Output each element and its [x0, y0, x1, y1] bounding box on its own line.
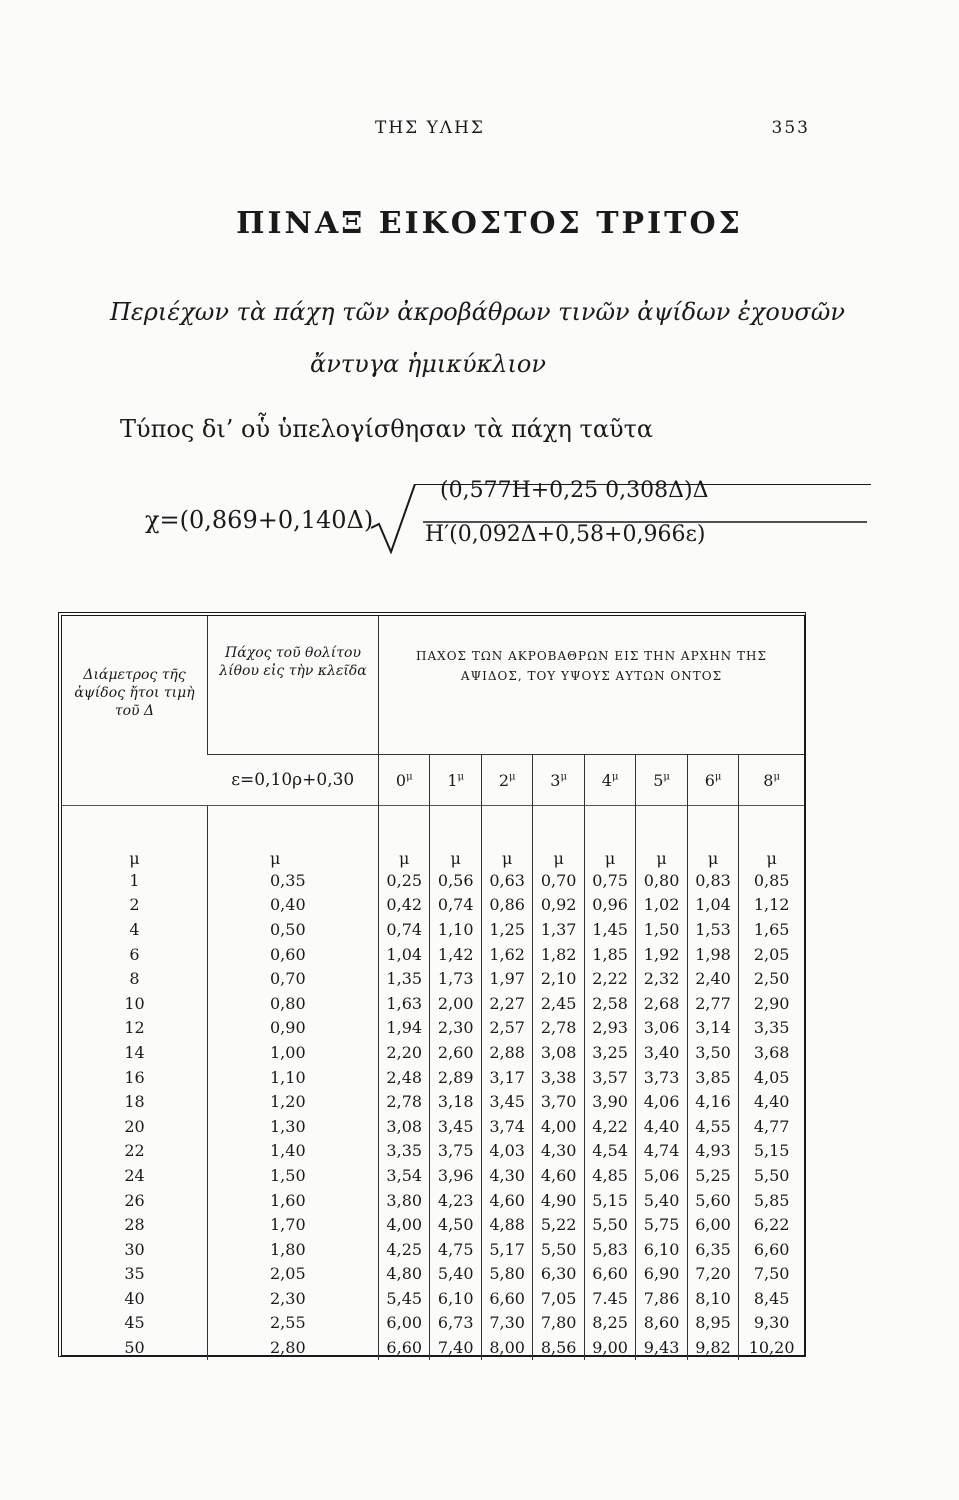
- thickness-cell: 8,45: [739, 1286, 804, 1311]
- thickness-cell: 2,32: [636, 966, 687, 991]
- thickness-cell: 2,20: [379, 1040, 430, 1065]
- diameter-cell: 10: [124, 993, 145, 1013]
- rule-cell: [739, 806, 804, 845]
- thickness-cell: 0,25: [379, 868, 430, 893]
- thickness-cell: 10,20: [739, 1335, 804, 1360]
- thickness-cell: 5,06: [636, 1163, 687, 1188]
- diameter-cell: 1: [129, 870, 140, 890]
- col-header-diameter: [62, 616, 208, 806]
- thickness-cell: 5,15: [739, 1139, 804, 1164]
- formula-lhs: χ=(0,869+0,140Δ): [145, 506, 374, 534]
- rule-cell: [636, 806, 687, 845]
- table-row: [62, 991, 804, 1016]
- thickness-cell: 3,18: [430, 1089, 481, 1114]
- thickness-cell: 4,40: [636, 1114, 687, 1139]
- thickness-cell: 4,55: [687, 1114, 738, 1139]
- header-rule-row: [62, 806, 804, 845]
- thickness-cell: 0,56: [430, 868, 481, 893]
- thickness-cell: 1,02: [636, 893, 687, 918]
- keystone-cell: 2,80: [208, 1335, 379, 1360]
- height-unit: μ: [773, 771, 780, 783]
- keystone-cell: 0,35: [208, 868, 379, 893]
- keystone-cell: 0,90: [208, 1016, 379, 1041]
- thickness-cell: 6,22: [739, 1212, 804, 1237]
- thickness-cell: 4,90: [533, 1188, 584, 1213]
- diameter-cell: 2: [129, 895, 140, 915]
- col-header-diameter-line: Διάμετρος τῆς: [83, 667, 186, 683]
- thickness-cell: 5,22: [533, 1212, 584, 1237]
- keystone-cell: 2,55: [208, 1311, 379, 1336]
- thickness-cell: 5,50: [584, 1212, 635, 1237]
- subtitle-line-2: ἄντυγα ἡμικύκλιον: [310, 350, 546, 378]
- height-value: 3: [550, 770, 561, 790]
- thickness-cell: 2,30: [430, 1016, 481, 1041]
- thickness-cell: 4,16: [687, 1089, 738, 1114]
- thickness-cell: 2,88: [481, 1040, 532, 1065]
- thickness-cell: 0,63: [481, 868, 532, 893]
- thickness-cell: 4,00: [379, 1212, 430, 1237]
- keystone-cell: 1,50: [208, 1163, 379, 1188]
- height-unit: μ: [406, 771, 413, 783]
- thickness-cell: 3,85: [687, 1065, 738, 1090]
- table-row: [62, 1262, 804, 1287]
- thickness-cell: 3,73: [636, 1065, 687, 1090]
- height-header: [584, 755, 635, 806]
- thickness-cell: 2,40: [687, 966, 738, 991]
- keystone-cell: 1,20: [208, 1089, 379, 1114]
- thickness-cell: 6,60: [481, 1286, 532, 1311]
- table-row: [62, 1016, 804, 1041]
- thickness-cell: 3,25: [584, 1040, 635, 1065]
- table-row: [62, 966, 804, 991]
- height-header: [379, 755, 430, 806]
- thickness-cell: 8,56: [533, 1335, 584, 1360]
- table-row: [62, 1040, 804, 1065]
- thickness-cell: 6,35: [687, 1237, 738, 1262]
- rule-cell: [481, 806, 532, 845]
- thickness-cell: 3,40: [636, 1040, 687, 1065]
- height-header: [430, 755, 481, 806]
- thickness-cell: 5,25: [687, 1163, 738, 1188]
- thickness-cell: 6,90: [636, 1262, 687, 1287]
- rule-cell: [533, 806, 584, 845]
- thickness-cell: 0,74: [430, 893, 481, 918]
- thickness-cell: 7.45: [584, 1286, 635, 1311]
- thickness-cell: 1,53: [687, 917, 738, 942]
- col-header-keystone-line: λίθου εἰς τὴν κλεῖδα: [219, 663, 367, 679]
- thickness-cell: 3,68: [739, 1040, 804, 1065]
- thickness-cell: 2,10: [533, 966, 584, 991]
- keystone-cell: 0,40: [208, 893, 379, 918]
- thickness-cell: 2,77: [687, 991, 738, 1016]
- thickness-cell: 4,80: [379, 1262, 430, 1287]
- thickness-cell: 3,06: [636, 1016, 687, 1041]
- unit-cell: μ: [379, 844, 430, 868]
- thickness-cell: 2,27: [481, 991, 532, 1016]
- height-value: 2: [498, 770, 510, 790]
- thickness-cell: 6,00: [687, 1212, 738, 1237]
- formula-intro: Τύπος δι’ οὗ ὑπελογίσθησαν τὰ πάχη ταῦτα: [120, 415, 654, 443]
- thickness-cell: 4,30: [533, 1139, 584, 1164]
- thickness-cell: 3,08: [533, 1040, 584, 1065]
- thickness-cell: 4,23: [430, 1188, 481, 1213]
- thickness-cell: 4,30: [481, 1163, 532, 1188]
- thickness-cell: 6,10: [430, 1286, 481, 1311]
- thickness-cell: 0,70: [533, 868, 584, 893]
- group-header-line: ΑΨΙΔΟΣ, ΤΟΥ ΥΨΟΥΣ ΑΥΤΩΝ ΟΝΤΟΣ: [460, 669, 723, 683]
- thickness-cell: 3,96: [430, 1163, 481, 1188]
- diameter-cell: 4: [129, 919, 140, 939]
- thickness-cell: 2,05: [739, 942, 804, 967]
- thickness-cell: 1,45: [584, 917, 635, 942]
- unit-cell: μ: [430, 844, 481, 868]
- thickness-cell: 2,00: [430, 991, 481, 1016]
- keystone-cell: 1,10: [208, 1065, 379, 1090]
- thickness-cell: 2,50: [739, 966, 804, 991]
- diameter-cell: 16: [124, 1067, 145, 1087]
- thickness-cell: 2,60: [430, 1040, 481, 1065]
- thickness-cell: 0,86: [481, 893, 532, 918]
- thickness-cell: 4,40: [739, 1089, 804, 1114]
- data-table: [62, 616, 804, 1360]
- thickness-cell: 4,88: [481, 1212, 532, 1237]
- thickness-cell: 3,17: [481, 1065, 532, 1090]
- diameter-cell: 8: [129, 969, 140, 989]
- table-row: [62, 1286, 804, 1311]
- thickness-cell: 1,42: [430, 942, 481, 967]
- keystone-cell: 1,40: [208, 1139, 379, 1164]
- height-unit: μ: [457, 771, 465, 783]
- height-unit: μ: [663, 771, 670, 783]
- subtitle-line-1: Περιέχων τὰ πάχη τῶν ἀκροβάθρων τινῶν ἀψίδων ἐχουσῶν: [110, 298, 845, 326]
- thickness-cell: 4,22: [584, 1114, 635, 1139]
- keystone-cell: 0,80: [208, 991, 379, 1016]
- unit-cell: μ: [584, 844, 635, 868]
- group-header-abutment-thickness: [379, 616, 805, 755]
- thickness-cell: 1,82: [533, 942, 584, 967]
- thickness-cell: 9,00: [584, 1335, 635, 1360]
- thickness-cell: 5,15: [584, 1188, 635, 1213]
- thickness-cell: 5,50: [739, 1163, 804, 1188]
- thickness-cell: 6,10: [636, 1237, 687, 1262]
- height-header: [481, 755, 532, 806]
- thickness-cell: 0,80: [636, 868, 687, 893]
- thickness-cell: 6,60: [584, 1262, 635, 1287]
- thickness-cell: 1,85: [584, 942, 635, 967]
- diameter-cell: 30: [124, 1239, 145, 1259]
- keystone-cell: 1,70: [208, 1212, 379, 1237]
- thickness-cell: 7,40: [430, 1335, 481, 1360]
- thickness-cell: 2,93: [584, 1016, 635, 1041]
- thickness-cell: 4,85: [584, 1163, 635, 1188]
- thickness-cell: 4,50: [430, 1212, 481, 1237]
- thickness-cell: 1,04: [687, 893, 738, 918]
- thickness-cell: 4,75: [430, 1237, 481, 1262]
- keystone-cell: 2,30: [208, 1286, 379, 1311]
- table-row: [62, 1065, 804, 1090]
- unit-cell: μ: [739, 844, 804, 868]
- thickness-cell: 1,10: [430, 917, 481, 942]
- keystone-cell: 1,30: [208, 1114, 379, 1139]
- col-header-keystone-line: Πάχος τοῦ θολίτου: [225, 645, 361, 661]
- thickness-cell: 6,30: [533, 1262, 584, 1287]
- thickness-cell: 3,75: [430, 1139, 481, 1164]
- thickness-cell: 1,65: [739, 917, 804, 942]
- table-title: ΠΙΝΑΞ ΕΙΚΟΣΤΟΣ ΤΡΙΤΟΣ: [236, 206, 743, 241]
- thickness-cell: 2,78: [533, 1016, 584, 1041]
- table-row: [62, 893, 804, 918]
- rule-cell: [379, 806, 430, 845]
- table-row: [62, 917, 804, 942]
- thickness-cell: 3,35: [739, 1016, 804, 1041]
- thickness-cell: 3,54: [379, 1163, 430, 1188]
- thickness-cell: 3,14: [687, 1016, 738, 1041]
- table-row: [62, 1237, 804, 1262]
- rule-cell: [208, 806, 379, 845]
- thickness-cell: 7,05: [533, 1286, 584, 1311]
- thickness-cell: 1,94: [379, 1016, 430, 1041]
- thickness-cell: 4,93: [687, 1139, 738, 1164]
- thickness-cell: 6,73: [430, 1311, 481, 1336]
- table-row: [62, 1335, 804, 1360]
- col-header-diameter-line: ἀψίδος ἤτοι τιμὴ: [74, 685, 195, 701]
- height-value: 5: [653, 770, 664, 790]
- thickness-cell: 4,54: [584, 1139, 635, 1164]
- thickness-cell: 7,30: [481, 1311, 532, 1336]
- height-unit: μ: [714, 771, 722, 783]
- rule-cell: [687, 806, 738, 845]
- diameter-cell: 18: [124, 1092, 145, 1112]
- diameter-cell: 35: [124, 1264, 145, 1284]
- formula-denominator: H′(0,092Δ+0,58+0,966ε): [425, 522, 706, 547]
- thickness-cell: 3,45: [481, 1089, 532, 1114]
- thickness-cell: 7,80: [533, 1311, 584, 1336]
- table-row: [62, 1114, 804, 1139]
- keystone-cell: 2,05: [208, 1262, 379, 1287]
- col-header-diameter-line: τοῦ Δ: [114, 703, 155, 719]
- thickness-cell: 4,60: [481, 1188, 532, 1213]
- thickness-cell: 3,57: [584, 1065, 635, 1090]
- height-value: 4: [601, 770, 612, 790]
- thickness-cell: 5,85: [739, 1188, 804, 1213]
- rule-cell: [62, 806, 208, 845]
- unit-cell: μ: [636, 844, 687, 868]
- thickness-cell: 2,89: [430, 1065, 481, 1090]
- thickness-cell: 4,77: [739, 1114, 804, 1139]
- formula: [125, 478, 765, 558]
- diameter-cell: 6: [129, 944, 140, 964]
- diameter-cell: 22: [124, 1141, 145, 1161]
- rule-cell: [430, 806, 481, 845]
- rule-cell: [584, 806, 635, 845]
- thickness-cell: 9,30: [739, 1311, 804, 1336]
- keystone-formula: ε=0,10ρ+0,30: [208, 755, 379, 806]
- thickness-cell: 4,60: [533, 1163, 584, 1188]
- thickness-cell: 1,25: [481, 917, 532, 942]
- height-value: 8: [763, 770, 774, 790]
- thickness-cell: 2,45: [533, 991, 584, 1016]
- table-row: [62, 1311, 804, 1336]
- thickness-cell: 4,03: [481, 1139, 532, 1164]
- keystone-cell: 0,50: [208, 917, 379, 942]
- diameter-cell: 50: [124, 1338, 145, 1358]
- table-row: [62, 1188, 804, 1213]
- thickness-cell: 4,25: [379, 1237, 430, 1262]
- thickness-cell: 0,96: [584, 893, 635, 918]
- thickness-cell: 2,68: [636, 991, 687, 1016]
- unit-cell: μ: [687, 844, 738, 868]
- thickness-cell: 3,90: [584, 1089, 635, 1114]
- data-table-frame: [58, 612, 806, 1357]
- keystone-cell: 1,00: [208, 1040, 379, 1065]
- thickness-cell: 5,40: [430, 1262, 481, 1287]
- unit-cell: μ: [533, 844, 584, 868]
- thickness-cell: 2,90: [739, 991, 804, 1016]
- thickness-cell: 4,00: [533, 1114, 584, 1139]
- thickness-cell: 1,98: [687, 942, 738, 967]
- unit-cell: μ: [481, 844, 532, 868]
- unit-row: [62, 844, 804, 868]
- diameter-cell: 40: [124, 1288, 145, 1308]
- thickness-cell: 1,12: [739, 893, 804, 918]
- table-row: [62, 1212, 804, 1237]
- thickness-cell: 2,22: [584, 966, 635, 991]
- thickness-cell: 3,50: [687, 1040, 738, 1065]
- thickness-cell: 8,60: [636, 1311, 687, 1336]
- col-header-keystone: [208, 616, 379, 755]
- thickness-cell: 4,05: [739, 1065, 804, 1090]
- thickness-cell: 3,45: [430, 1114, 481, 1139]
- keystone-cell: 0,60: [208, 942, 379, 967]
- thickness-cell: 7,86: [636, 1286, 687, 1311]
- thickness-cell: 3,08: [379, 1114, 430, 1139]
- table-row: [62, 1139, 804, 1164]
- thickness-cell: 2,48: [379, 1065, 430, 1090]
- thickness-cell: 2,58: [584, 991, 635, 1016]
- height-header: [533, 755, 584, 806]
- diameter-cell: 28: [124, 1215, 145, 1235]
- height-value: 6: [704, 770, 715, 790]
- height-unit: μ: [560, 771, 567, 783]
- thickness-cell: 3,74: [481, 1114, 532, 1139]
- thickness-cell: 3,38: [533, 1065, 584, 1090]
- thickness-cell: 0,42: [379, 893, 430, 918]
- thickness-cell: 6,60: [379, 1335, 430, 1360]
- thickness-cell: 5,80: [481, 1262, 532, 1287]
- thickness-cell: 8,10: [687, 1286, 738, 1311]
- unit-cell: μ: [129, 849, 140, 868]
- height-header: [636, 755, 687, 806]
- thickness-cell: 1,92: [636, 942, 687, 967]
- thickness-cell: 5,75: [636, 1212, 687, 1237]
- height-unit: μ: [509, 771, 516, 783]
- thickness-cell: 2,78: [379, 1089, 430, 1114]
- thickness-cell: 8,95: [687, 1311, 738, 1336]
- height-header: [687, 755, 738, 806]
- thickness-cell: 1,04: [379, 942, 430, 967]
- thickness-cell: 0,74: [379, 917, 430, 942]
- thickness-cell: 5,50: [533, 1237, 584, 1262]
- thickness-cell: 5,40: [636, 1188, 687, 1213]
- group-header-line: ΠΑΧΟΣ ΤΩΝ ΑΚΡΟΒΑΘΡΩΝ ΕΙΣ ΤΗΝ ΑΡΧΗΝ ΤΗΣ: [416, 649, 767, 663]
- height-value: 0: [395, 770, 407, 790]
- unit-cell: μ: [208, 844, 379, 868]
- thickness-cell: 9,82: [687, 1335, 738, 1360]
- thickness-cell: 1,37: [533, 917, 584, 942]
- thickness-cell: 7,50: [739, 1262, 804, 1287]
- diameter-cell: 45: [124, 1313, 145, 1333]
- thickness-cell: 1,63: [379, 991, 430, 1016]
- thickness-cell: 1,62: [481, 942, 532, 967]
- thickness-cell: 3,80: [379, 1188, 430, 1213]
- height-value: 1: [447, 770, 458, 790]
- thickness-cell: 0,85: [739, 868, 804, 893]
- thickness-cell: 1,50: [636, 917, 687, 942]
- diameter-cell: 12: [124, 1018, 145, 1038]
- thickness-cell: 2,57: [481, 1016, 532, 1041]
- thickness-cell: 5,83: [584, 1237, 635, 1262]
- thickness-cell: 6,60: [739, 1237, 804, 1262]
- thickness-cell: 3,35: [379, 1139, 430, 1164]
- thickness-cell: 1,35: [379, 966, 430, 991]
- thickness-cell: 3,70: [533, 1089, 584, 1114]
- keystone-cell: 1,80: [208, 1237, 379, 1262]
- thickness-cell: 6,00: [379, 1311, 430, 1336]
- table-row: [62, 1089, 804, 1114]
- formula-numerator: (0,577H+0,25 0,308Δ)Δ: [440, 478, 709, 503]
- thickness-cell: 9,43: [636, 1335, 687, 1360]
- table-row: [62, 1163, 804, 1188]
- thickness-cell: 5,17: [481, 1237, 532, 1262]
- thickness-cell: 4,06: [636, 1089, 687, 1114]
- thickness-cell: 1,97: [481, 966, 532, 991]
- thickness-cell: 1,73: [430, 966, 481, 991]
- keystone-cell: 1,60: [208, 1188, 379, 1213]
- page-number: 353: [771, 118, 810, 138]
- running-head-title: ΤΗΣ ΥΛΗΣ: [375, 118, 485, 138]
- diameter-cell: 20: [124, 1116, 145, 1136]
- diameter-cell: 26: [124, 1190, 145, 1210]
- thickness-cell: 0,75: [584, 868, 635, 893]
- diameter-cell: 24: [124, 1165, 145, 1185]
- thickness-cell: 0,83: [687, 868, 738, 893]
- thickness-cell: 0,92: [533, 893, 584, 918]
- keystone-cell: 0,70: [208, 966, 379, 991]
- table-row: [62, 868, 804, 893]
- height-unit: μ: [611, 771, 619, 783]
- thickness-cell: 5,45: [379, 1286, 430, 1311]
- thickness-cell: 7,20: [687, 1262, 738, 1287]
- thickness-cell: 4,74: [636, 1139, 687, 1164]
- diameter-cell: 14: [124, 1042, 145, 1062]
- height-header: [739, 755, 804, 806]
- table-row: [62, 942, 804, 967]
- thickness-cell: 8,25: [584, 1311, 635, 1336]
- thickness-cell: 5,60: [687, 1188, 738, 1213]
- thickness-cell: 8,00: [481, 1335, 532, 1360]
